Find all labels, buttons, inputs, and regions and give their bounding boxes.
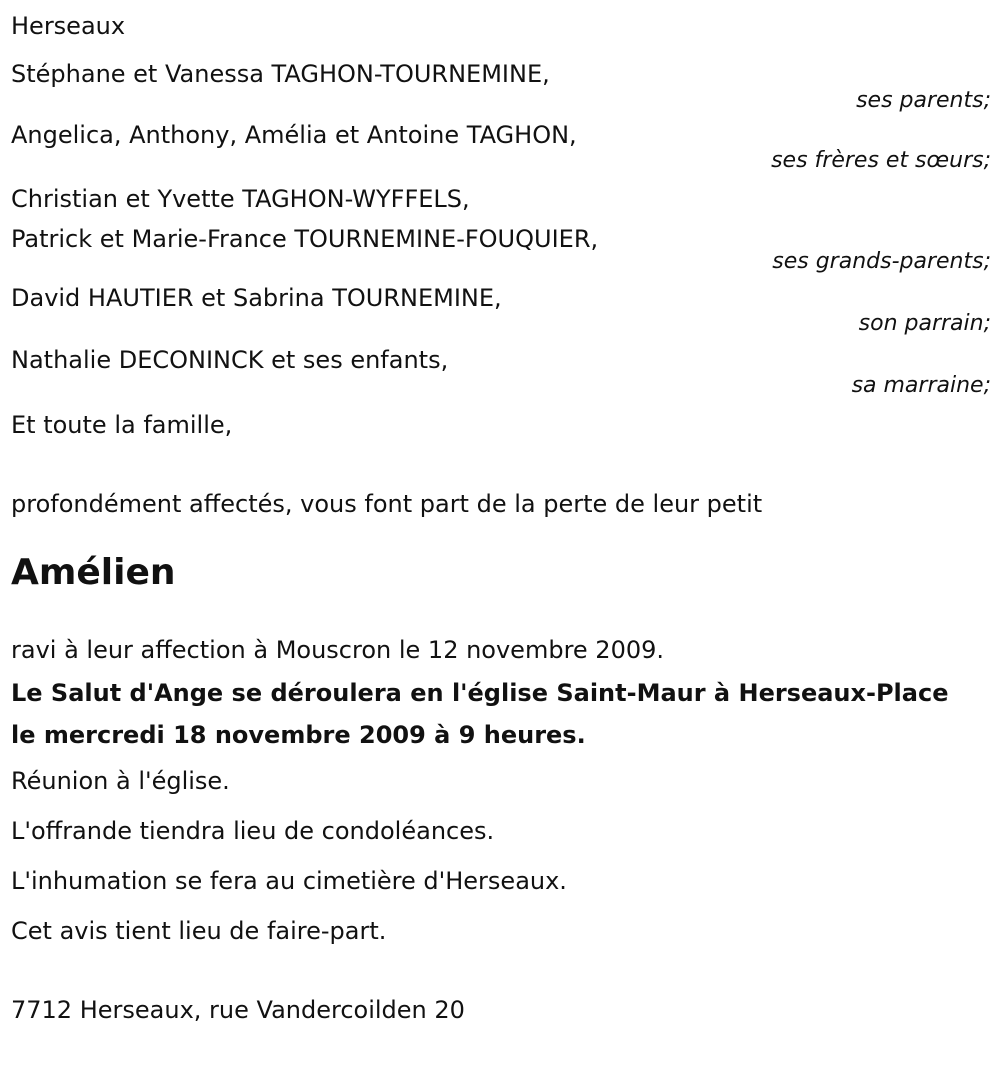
family-names-parents: Stéphane et Vanessa TAGHON-TOURNEMINE, [11,60,550,88]
announcement-text: profondément affectés, vous font part de la perte de leur petit [11,490,763,518]
note-offrande: L'offrande tiendra lieu de condoléances. [11,817,495,845]
family-role-parents: ses parents; [856,88,991,113]
family-closing: Et toute la famille, [11,411,233,439]
note-inhumation: L'inhumation se fera au cimetière d'Herseaux. [11,867,567,895]
location-heading: Herseaux [11,12,126,40]
family-role-godmother: sa marraine; [851,373,991,398]
family-names-godfather: David HAUTIER et Sabrina TOURNEMINE, [11,284,502,312]
family-role-grandparents: ses grands-parents; [772,249,991,274]
family-names-grandparents-1: Christian et Yvette TAGHON-WYFFELS, [11,185,470,213]
family-names-grandparents-2: Patrick et Marie-France TOURNEMINE-FOUQUIER, [11,225,599,253]
family-role-siblings: ses frères et sœurs; [771,148,991,173]
note-faire-part: Cet avis tient lieu de faire-part. [11,917,387,945]
death-info: ravi à leur affection à Mouscron le 12 novembre 2009. [11,636,665,664]
ceremony-line-1: Le Salut d'Ange se déroulera en l'église Saint-Maur à Herseaux-Place [11,679,949,707]
address: 7712 Herseaux, rue Vandercoilden 20 [11,996,465,1024]
note-reunion: Réunion à l'église. [11,767,230,795]
family-role-godfather: son parrain; [858,311,991,336]
deceased-name: Amélien [11,552,176,593]
family-names-siblings: Angelica, Anthony, Amélia et Antoine TAGHON, [11,121,577,149]
ceremony-line-2: le mercredi 18 novembre 2009 à 9 heures. [11,721,586,749]
family-names-godmother: Nathalie DECONINCK et ses enfants, [11,346,449,374]
obituary-notice [11,0,991,1025]
